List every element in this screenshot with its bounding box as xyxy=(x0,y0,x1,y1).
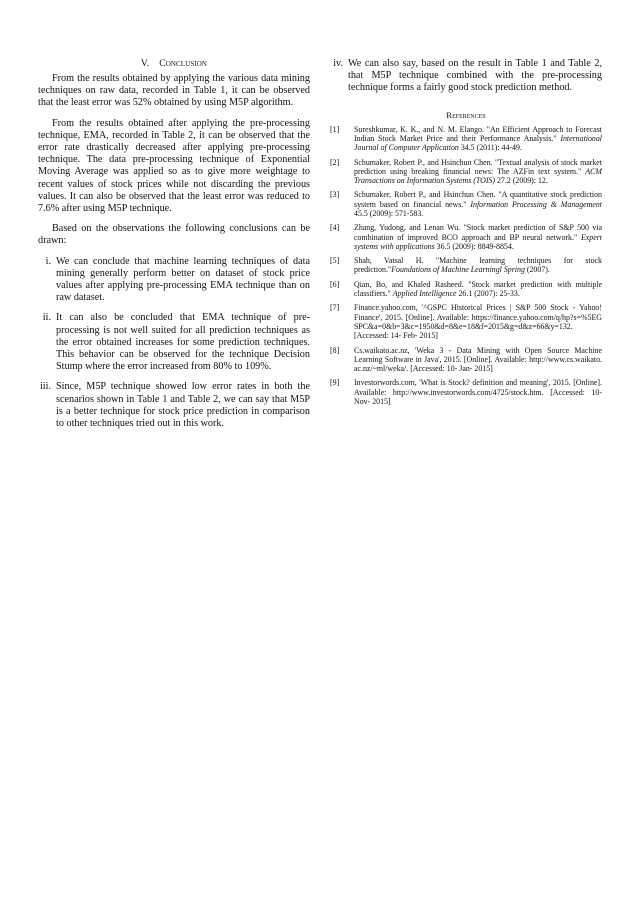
list-marker: iii. xyxy=(39,381,51,393)
reference-text xyxy=(354,223,602,251)
paragraph: From the results obtained after applying the pre-processing technique, EMA, recorded in Table 2, it can be observed that the error rate drastically decreased after applying pre-processing technique. The data pre-processing technique of Exponential Moving Average was applied so as to give more weightage to recent values of stock prices while not discarding the previous values. It can also be observed that the least error was reduced to 7.6% after using M5P technique. xyxy=(38,117,310,215)
reference-url: https://finance.yahoo.com/q/hp?s=%5EGSPC&a=0&b=3&c=1950&d=8&e=18&f=2015&g=d&z=66&y=132. xyxy=(354,312,602,331)
reference-text xyxy=(354,346,602,374)
references-list xyxy=(330,125,602,407)
list-item xyxy=(38,256,310,305)
reference-number: [7] xyxy=(330,303,340,313)
list-item xyxy=(38,312,310,373)
reference-number: [4] xyxy=(330,223,340,233)
reference-item xyxy=(330,378,602,406)
reference-details: 34.5 (2011): 44-49. xyxy=(458,143,522,153)
left-column xyxy=(38,58,310,438)
reference-main: Zhang, Yudong, and Lenan Wu. "Stock market prediction of S&P 500 via combination of improved BCO approach and BP neural network." xyxy=(354,223,602,242)
list-marker: iv. xyxy=(333,58,343,69)
reference-item xyxy=(330,158,602,186)
reference-text xyxy=(354,190,602,218)
section-heading xyxy=(38,58,310,69)
references-heading: References xyxy=(446,109,486,120)
reference-details: 36.5 (2009): 8849-8854. xyxy=(434,241,514,251)
reference-venue: Foundations of Machine Learningl Spring xyxy=(391,265,525,275)
paragraph: From the results obtained by applying the various data mining techniques on raw data, recorded in Table 1, it can be observed that the least error was 52% obtained by using M5P algorithm. xyxy=(38,73,310,109)
reference-number: [2] xyxy=(330,157,340,167)
reference-item xyxy=(330,223,602,251)
reference-main: Cs.waikato.ac.nz, 'Weka 3 - Data Mining with Open Source Machine Learning Software in Java', 2015. [Online]. Available: xyxy=(354,345,602,364)
reference-main: Investorwords.com, 'What is Stock? definition and meaning', 2015. [Online]. Available: xyxy=(354,378,602,397)
reference-main: Shah, Vatsal H. "Machine learning techniques for stock prediction." xyxy=(354,256,602,275)
reference-details: (2007). xyxy=(524,265,550,275)
reference-item xyxy=(330,303,602,340)
list-text: It can also be concluded that EMA technique of pre-processing is not well suited for all prediction techniques as the error obtained increases for some prediction techniques. This behavior can be observed for the technique Decision Stump where the error increased from 80% to 109%. xyxy=(56,312,310,373)
reference-details: 27.2 (2009): 12. xyxy=(495,176,548,186)
reference-text xyxy=(354,158,602,186)
reference-item xyxy=(330,125,602,153)
reference-text xyxy=(354,378,602,406)
section-number: V. xyxy=(140,58,150,69)
list-text: We can also say, based on the result in Table 1 and Table 2, that M5P technique combined with the pre-processing technique forms a fairly good stock prediction method. xyxy=(348,58,602,94)
list-text: Since, M5P technique showed low error rates in both the scenarios shown in Table 1 and Table 2, we can say that M5P is a better technique for stock price prediction in comparison to other techniques tried out in this work. xyxy=(56,381,310,430)
reference-number: [3] xyxy=(330,190,340,200)
paragraph: Based on the observations the following conclusions can be drawn: xyxy=(38,223,310,247)
reference-number: [1] xyxy=(330,124,340,134)
list-marker: i. xyxy=(45,255,51,267)
reference-venue: Expert systems with applications xyxy=(354,232,602,251)
reference-details: [Accessed: 10- Nov- 2015] xyxy=(354,387,602,407)
reference-number: [5] xyxy=(330,256,340,266)
reference-main: Sureshkumar, K. K., and N. M. Elango. "An Efficient Approach to Forecast Indian Stock Market Price and their Performance Analysis." xyxy=(354,124,602,143)
reference-main: Finance.yahoo.com, '^GSPC Historical Prices | S&P 500 Stock - Yahoo! Finance', 2015. [Online]. Available: xyxy=(354,303,602,322)
conclusion-list xyxy=(38,256,310,431)
reference-text xyxy=(354,303,602,340)
list-marker: ii. xyxy=(42,312,51,324)
reference-details: [Accessed: 10- Jan- 2015] xyxy=(408,364,493,374)
reference-venue: International Journal of Computer Application xyxy=(354,133,602,153)
reference-details: 26.1 (2007): 25-33. xyxy=(456,289,520,299)
reference-url: http://www.investorwords.com/4725/stock.htm. xyxy=(392,387,544,397)
reference-text xyxy=(354,125,602,153)
reference-venue: ACM Transactions on Information Systems (TOIS) xyxy=(354,166,602,186)
reference-item xyxy=(330,280,602,299)
list-text: We can conclude that machine learning techniques of data mining generally perform better on dataset of stock price values after applying pre-processing EMA technique than on raw dataset. xyxy=(56,255,310,304)
reference-number: [8] xyxy=(330,345,340,355)
reference-number: [9] xyxy=(330,378,340,388)
list-item xyxy=(330,58,602,95)
reference-item xyxy=(330,256,602,275)
reference-main: Schumaker, Robert P., and Hsinchun Chen. "A quantitative stock prediction system based on financial news." xyxy=(354,190,602,209)
reference-text xyxy=(354,280,602,299)
list-item xyxy=(38,381,310,430)
reference-venue: Information Processing & Management xyxy=(470,199,602,209)
reference-number: [6] xyxy=(330,279,340,289)
reference-item xyxy=(330,346,602,374)
reference-venue: Applied Intelligence xyxy=(392,289,457,299)
reference-details: [Accessed: 14- Feb- 2015] xyxy=(354,331,438,341)
reference-details: 45.5 (2009): 571-583. xyxy=(354,208,424,218)
right-column xyxy=(330,58,602,411)
reference-url: http://www.cs.waikato.ac.nz/~ml/weka/. xyxy=(354,354,602,374)
section-title: Conclusion xyxy=(159,58,208,69)
reference-main: Schumaker, Robert P., and Hsinchun Chen. "Textual analysis of stock market prediction using breaking financial news: The AZFin text system." xyxy=(354,157,602,176)
reference-main: Qian, Bo, and Khaled Rasheed. "Stock market prediction with multiple classifiers." xyxy=(354,279,602,299)
reference-item xyxy=(330,190,602,218)
reference-text xyxy=(354,256,602,275)
